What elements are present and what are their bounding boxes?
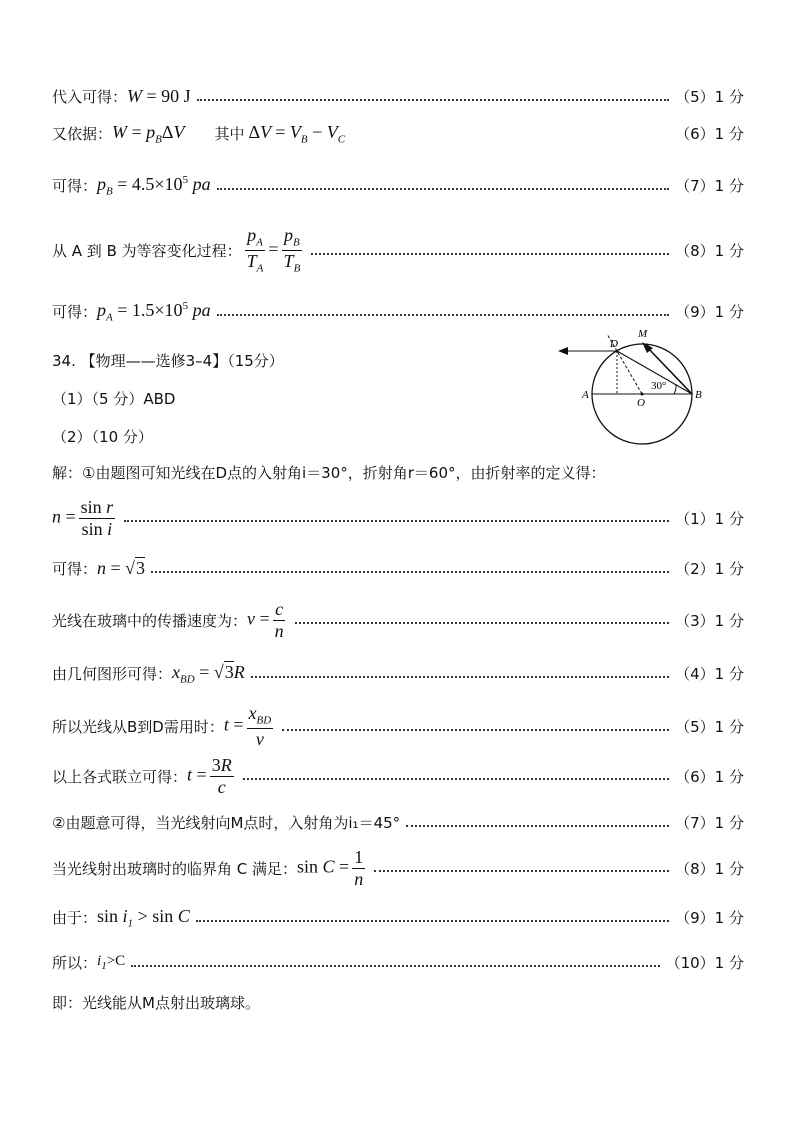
equation: t = $\frac{x_{BD}}{v}$ [223,703,272,750]
solution-step-2 [52,558,744,579]
label-a: A [582,389,589,401]
score-label: （6）1 分 [675,125,744,144]
section-34-part1: （1）（5 分）ABD [52,390,176,408]
leader-dots [282,717,669,731]
score-label: （10）1 分 [665,954,744,972]
leader-dots [131,953,659,967]
leader-dots [217,302,670,316]
equation: $\sin i_1 > \sin C$ [97,906,190,930]
line-label: 所以： [52,954,98,972]
score-label: （8）1 分 [675,242,744,261]
line-label: 所以光线从B到D需用时： [52,718,224,737]
angle-arc [674,384,676,394]
solution-intro: 解：①由题图可知光线在D点的入射角i＝30°，折射角r＝60°，由折射率的定义得： [52,464,606,482]
equation-line-6 [52,122,744,146]
score-label: （7）1 分 [675,177,744,196]
equation-line-7 [52,174,744,198]
line-label: 当光线射出玻璃时的临界角 C 满足： [52,859,298,878]
score-label: （5）1 分 [675,88,744,106]
label-o: O [637,397,645,409]
equation: $\frac{p_A}{T_A}$ = $\frac{p_B}{T_B}$ [246,225,301,275]
label-b: B [695,389,702,401]
line-label: 光线在玻璃中的传播速度为： [52,611,248,630]
leader-dots [124,508,669,522]
leader-dots [243,766,669,780]
equation: $p_B = 4.5\times 10^5$ pa [97,174,211,198]
line-label: 又依据： [52,125,113,144]
solution-step-1 [52,498,744,539]
line-label: 由于： [52,909,98,928]
leader-dots [197,87,669,101]
solution-step-9 [52,906,744,930]
line-label: 可得： [52,560,98,578]
equation: v = $\frac{c}{n}$ [247,599,284,641]
equation: $i_1>C$ [97,953,126,972]
point-o [641,393,644,396]
line-label: 可得： [52,303,98,322]
score-label: （2）1 分 [675,560,744,578]
leader-dots [311,241,669,255]
line-label: 从 A 到 B 为等容变化过程： [52,242,242,261]
leader-dots [196,908,669,922]
label-d: D [610,338,618,350]
solution-step-3 [52,600,744,641]
leader-dots [374,858,669,872]
optics-figure [556,326,716,450]
equation-2: $\Delta V = V_B - V_C$ [248,122,346,146]
solution-step-7 [52,812,744,833]
equation: sin C = $\frac{1}{n}$ [297,847,364,889]
solution-step-10 [52,952,744,973]
leader-dots [217,176,670,190]
section-34-title: 34. 【物理——选修3–4】（15分） [52,352,284,370]
score-label: （8）1 分 [675,859,744,878]
score-label: （9）1 分 [675,909,744,928]
equation: n = √3 [97,558,146,578]
line-label: 由几何图形可得： [52,665,173,684]
radius-od [617,351,642,394]
label-angle: 30° [651,380,667,392]
label-m: M [638,328,648,340]
solution-conclusion: 即：光线能从M点射出玻璃球。 [52,994,260,1012]
equation: $x_{BD} = √3R$ [172,662,245,686]
exit-arrow-icon [558,347,568,355]
solution-step-6 [52,756,744,797]
solution-step-4 [52,662,744,686]
line-label-2: 其中 [214,125,245,144]
score-label: （7）1 分 [675,814,744,832]
leader-dots [406,813,669,827]
score-label: （1）1 分 [675,509,744,528]
score-label: （6）1 分 [675,767,744,786]
equation-line-5 [52,86,744,107]
equation-line-9 [52,300,744,324]
solution-step-5 [52,704,744,749]
line-label: 以上各式联立可得： [52,767,188,786]
point-m [646,344,649,347]
equation: $p_A = 1.5\times 10^5$ pa [97,300,211,324]
equation: n = $\frac{\text{sin r}}{\text{sin i}}$ [52,497,114,539]
leader-dots [251,664,669,678]
line-label: 代入可得： [52,88,128,106]
line-label: ②由题意可得，当光线射向M点时，入射角为i₁＝45° [52,814,401,832]
score-label: （9）1 分 [675,303,744,322]
section-34-part2: （2）（10 分） [52,428,153,446]
score-label: （3）1 分 [675,611,744,630]
solution-step-8 [52,848,744,889]
line-label: 可得： [52,177,98,196]
leader-dots [295,610,669,624]
equation: t = $\frac{3R}{c}$ [187,755,232,797]
score-label: （4）1 分 [675,665,744,684]
equation: $W = p_B\Delta V$ [112,122,185,146]
equation: W = 90 J [127,86,191,106]
leader-dots [151,559,669,573]
equation-line-8 [52,226,744,275]
score-label: （5）1 分 [675,718,744,737]
